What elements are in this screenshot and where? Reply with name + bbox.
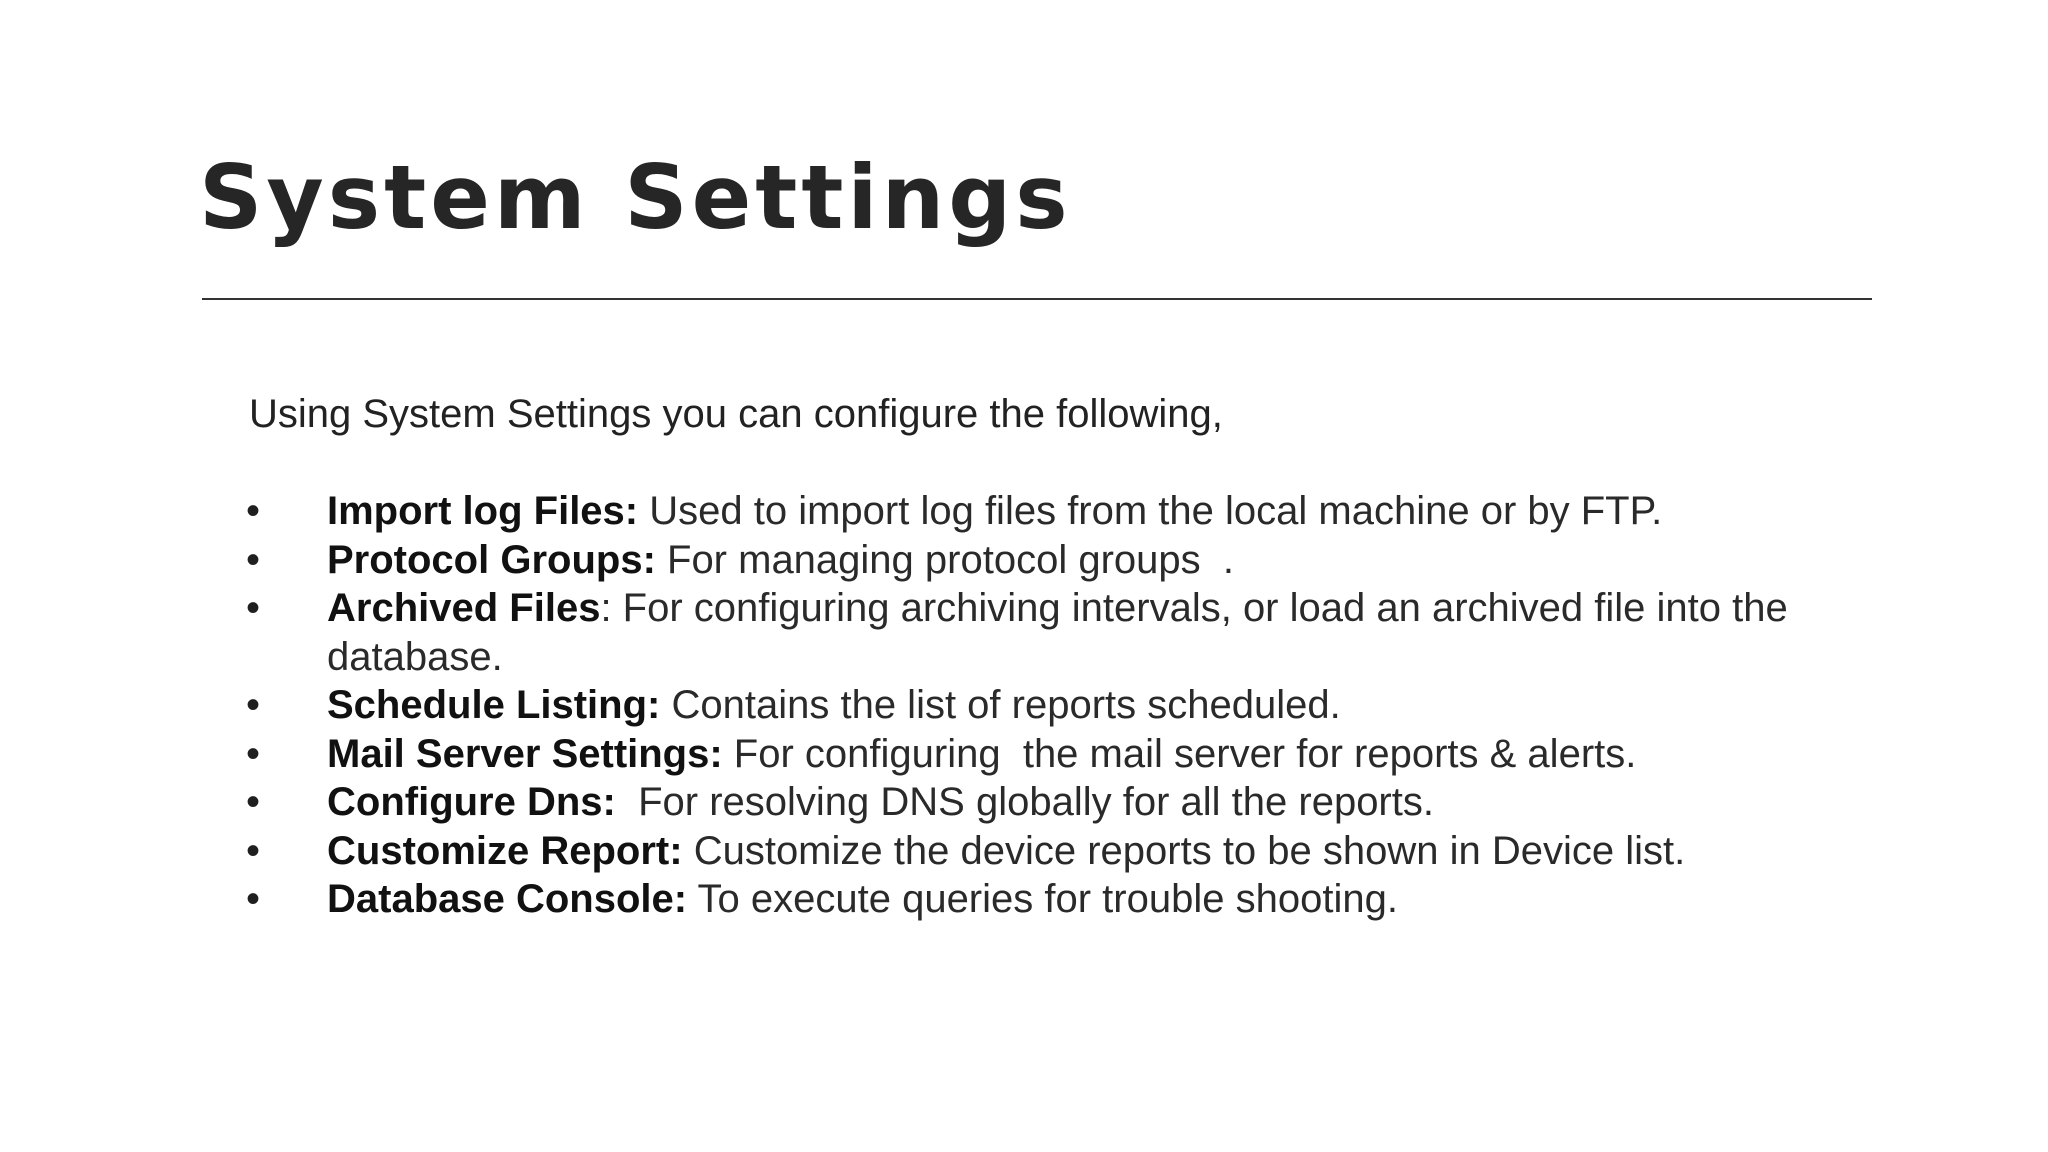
list-item-mail-server-settings xyxy=(246,730,1806,779)
list-item-schedule-listing xyxy=(246,681,1806,730)
intro-text: Using System Settings you can configure the following, xyxy=(249,392,1223,436)
bullet-icon: • xyxy=(246,537,261,582)
list-item-database-console xyxy=(246,875,1806,924)
item-term: Mail Server Settings: xyxy=(327,731,723,776)
item-term: Archived Files xyxy=(327,586,601,630)
bullet-icon: • xyxy=(246,731,261,776)
item-description: : For configuring archiving intervals, or load an archived file into the database. xyxy=(327,586,1799,679)
list-item-import-log-files xyxy=(246,487,1806,536)
item-term: Protocol Groups: xyxy=(327,537,656,582)
item-description: For resolving DNS globally for all the reports. xyxy=(615,780,1434,824)
bullet-icon: • xyxy=(246,586,261,630)
bullet-icon: • xyxy=(246,683,261,727)
list-item-customize-report xyxy=(246,827,1806,876)
item-term: Customize Report: xyxy=(327,828,683,873)
list-item-configure-dns xyxy=(246,778,1806,827)
title-divider xyxy=(202,298,1872,300)
item-description: Customize the device reports to be shown in Device list. xyxy=(682,828,1686,873)
item-description: For managing protocol groups . xyxy=(655,537,1234,582)
item-term: Database Console: xyxy=(327,877,688,921)
list-item-archived-files xyxy=(246,584,1806,681)
bullet-icon: • xyxy=(246,489,261,533)
bullet-icon: • xyxy=(246,828,261,873)
settings-list xyxy=(246,487,1806,924)
item-term: Configure Dns: xyxy=(327,780,616,824)
item-description: For configuring the mail server for reports & alerts. xyxy=(722,731,1637,776)
item-term: Schedule Listing: xyxy=(327,683,661,727)
bullet-icon: • xyxy=(246,877,261,921)
item-description: Contains the list of reports scheduled. xyxy=(660,683,1341,727)
item-description: To execute queries for trouble shooting. xyxy=(687,877,1398,921)
item-description: Used to import log files from the local machine or by FTP. xyxy=(638,489,1663,533)
bullet-icon: • xyxy=(246,780,261,824)
slide-title: System Settings xyxy=(199,146,1072,249)
item-term: Import log Files: xyxy=(327,489,639,533)
list-item-protocol-groups xyxy=(246,536,1806,585)
